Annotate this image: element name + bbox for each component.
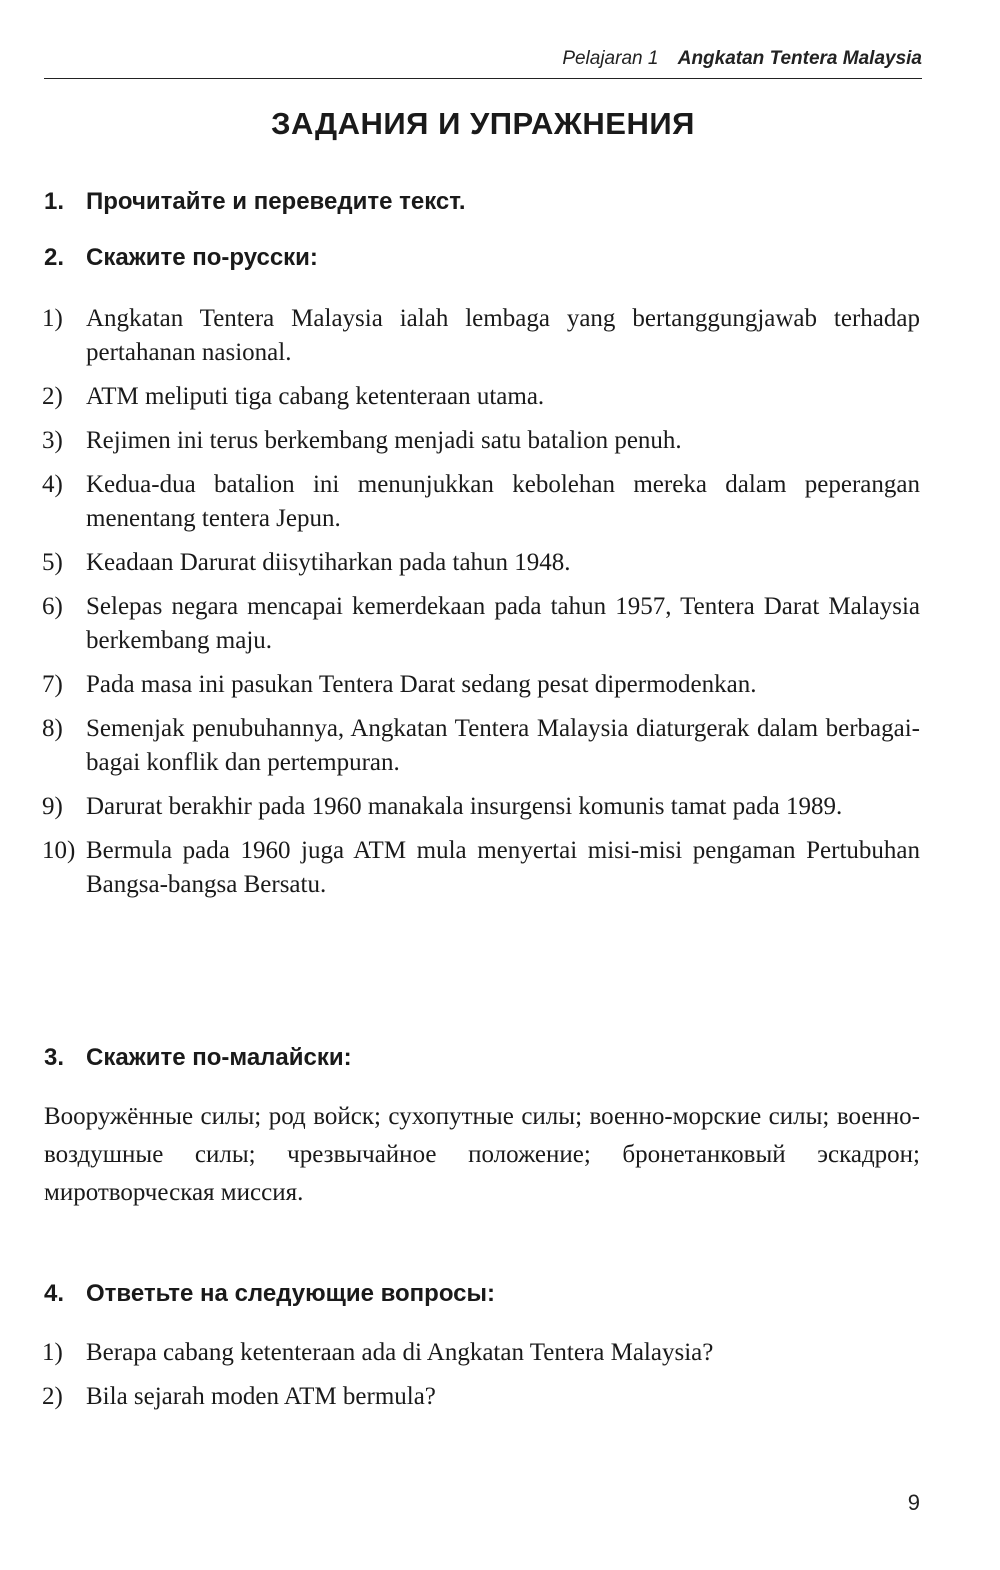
task-text: Скажите по-русски: (86, 244, 318, 271)
item-number: 10) (42, 837, 76, 864)
list-item (42, 468, 920, 536)
chapter-title: Angkatan Tentera Malaysia (677, 48, 922, 69)
item-text: ATM meliputi tiga cabang ketenteraan utama. (86, 383, 545, 410)
list-item (42, 712, 920, 780)
task-number: 3. (44, 1044, 65, 1071)
task-2-sentence-list (42, 302, 920, 902)
list-item (42, 1380, 920, 1414)
task-1-heading (44, 188, 466, 216)
item-number: 1) (42, 1339, 63, 1366)
item-number: 5) (42, 549, 63, 576)
task-text: Скажите по-малайски: (86, 1044, 352, 1071)
item-number: 7) (42, 671, 63, 698)
item-text: Angkatan Tentera Malaysia ialah lembaga yang bertanggungjawab terhadap pertahanan nasional. (86, 305, 920, 366)
task-number: 1. (44, 188, 65, 215)
list-item (42, 380, 920, 414)
task-3-vocabulary: Вооружённые силы; род войск; сухопутные силы; военно-морские силы; военно-воздушные силы; чрезвычайное положение; бронетанковый эскадрон; миротворческая миссия. (44, 1103, 920, 1206)
task-2-heading (44, 244, 318, 272)
item-number: 4) (42, 471, 63, 498)
running-header (44, 48, 922, 78)
item-text: Keadaan Darurat diisytiharkan pada tahun 1948. (86, 549, 571, 576)
page-title: ЗАДАНИЯ И УПРАЖНЕНИЯ (271, 106, 695, 141)
list-item (42, 590, 920, 658)
lesson-label: Pelajaran 1 (562, 48, 659, 69)
item-number: 3) (42, 427, 63, 454)
task-number: 2. (44, 244, 65, 271)
item-number: 2) (42, 1383, 63, 1410)
item-text: Selepas negara mencapai kemerdekaan pada tahun 1957, Tentera Darat Malaysia berkembang maju. (86, 593, 920, 654)
task-4-question-list (42, 1336, 920, 1414)
list-item (42, 302, 920, 370)
item-number: 9) (42, 793, 63, 820)
task-text: Прочитайте и переведите текст. (86, 188, 466, 215)
header-divider (44, 78, 922, 79)
task-text: Ответьте на следующие вопросы: (86, 1280, 496, 1307)
item-text: Semenjak penubuhannya, Angkatan Tentera Malaysia diaturgerak dalam berbagai-bagai konflik dan pertempuran. (86, 715, 920, 776)
item-text: Berapa cabang ketenteraan ada di Angkatan Tentera Malaysia? (86, 1339, 714, 1366)
item-number: 8) (42, 715, 63, 742)
list-item (42, 668, 920, 702)
item-number: 6) (42, 593, 63, 620)
task-4-heading (44, 1280, 495, 1308)
list-item (42, 834, 920, 902)
item-number: 2) (42, 383, 63, 410)
item-text: Bermula pada 1960 juga ATM mula menyertai misi-misi pengaman Pertubuhan Bangsa-bangsa Bersatu. (86, 837, 920, 898)
item-text: Rejimen ini terus berkembang menjadi satu batalion penuh. (86, 427, 682, 454)
list-item (42, 424, 920, 458)
item-number: 1) (42, 305, 63, 332)
item-text: Darurat berakhir pada 1960 manakala insurgensi komunis tamat pada 1989. (86, 793, 843, 820)
list-item (42, 1336, 920, 1370)
task-3-heading (44, 1044, 352, 1072)
page-number: 9 (907, 1490, 920, 1515)
list-item (42, 546, 920, 580)
task-number: 4. (44, 1280, 65, 1307)
item-text: Bila sejarah moden ATM bermula? (86, 1383, 436, 1410)
list-item (42, 790, 920, 824)
item-text: Kedua-dua batalion ini menunjukkan kebolehan mereka dalam peperangan menentang tentera Jepun. (86, 471, 920, 532)
item-text: Pada masa ini pasukan Tentera Darat sedang pesat dipermodenkan. (86, 671, 757, 698)
